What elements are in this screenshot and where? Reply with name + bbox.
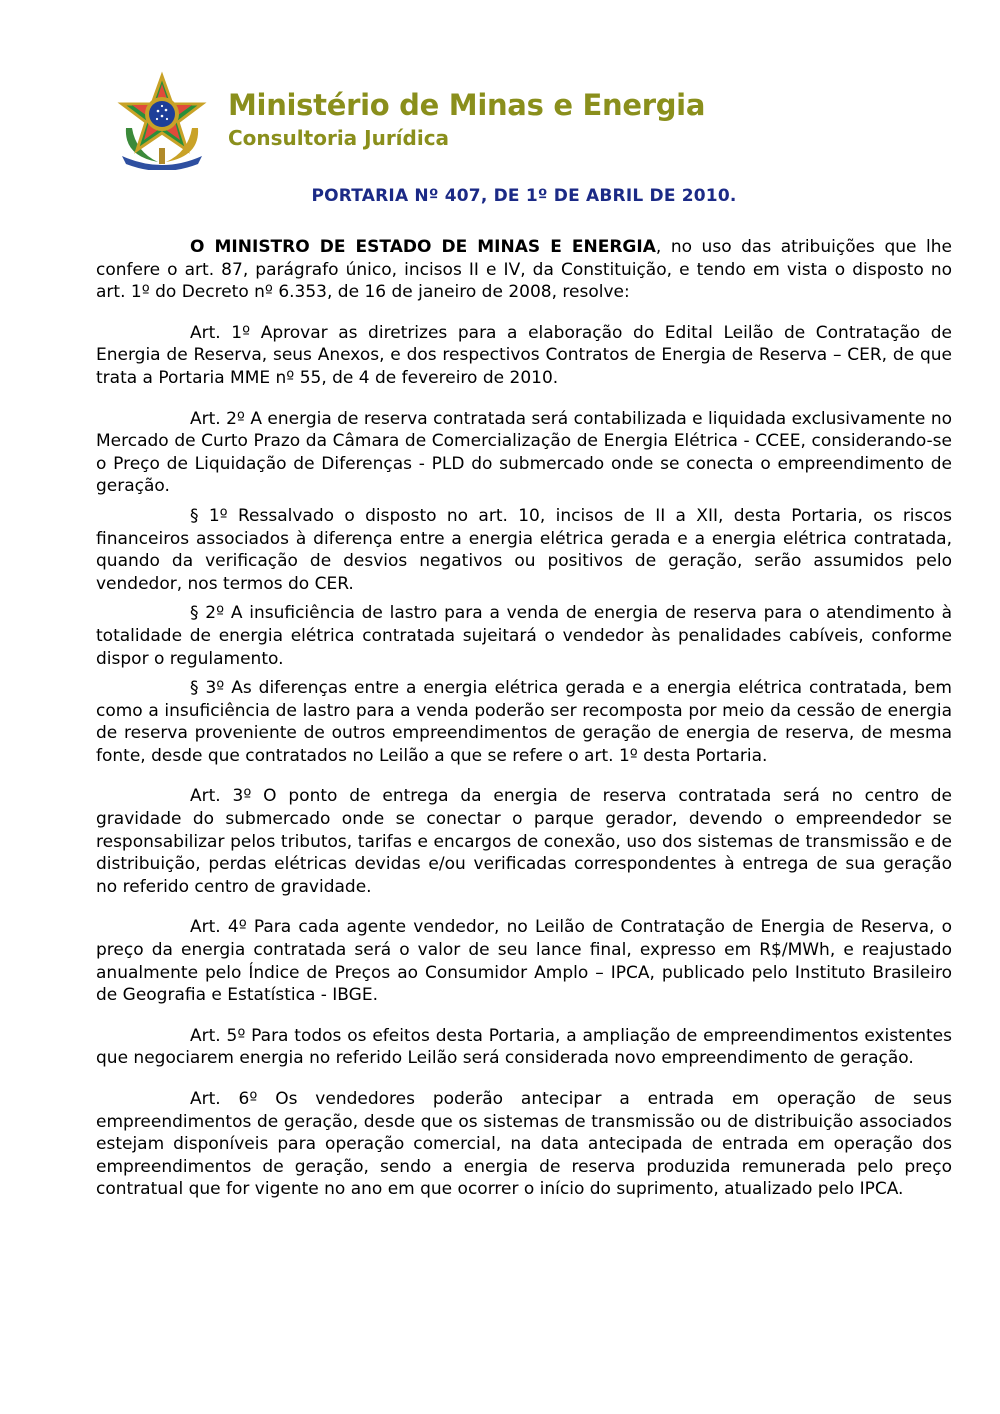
article-6: Art. 6º Os vendedores poderão antecipar a entrada em operação de seus empreendimentos de geração, desde que os sistemas de transmissão ou de distribuição associados estejam disponíveis para operação comercial, na data antecipada de entrada em operação dos empreendimentos de geração, sendo a energia de reserva produzida remunerada pelo preço contratual que for vigente no ano em que ocorrer o início do suprimento, atualizado pelo IPCA.: [96, 1089, 952, 1200]
article-5: Art. 5º Para todos os efeitos desta Portaria, a ampliação de empreendimentos existentes que negociarem energia no referido Leilão será considerada novo empreendimento de geração.: [96, 1025, 952, 1069]
preamble-authority: O MINISTRO DE ESTADO DE MINAS E ENERGIA: [190, 237, 656, 257]
article-2: Art. 2º A energia de reserva contratada será contabilizada e liquidada exclusivamente no Mercado de Curto Prazo da Câmara de Comercialização de Energia Elétrica - CCEE, considerando-se o Preço de Liquidação de Diferenças - PLD do submercado onde se conecta o empreendimento de geração.: [96, 408, 952, 497]
preamble-text: , no uso das atribuições que lhe confere o art. 87, parágrafo único, incisos II e IV, da Constituição, e tendo em vista o disposto no art. 1º do Decreto nº 6.353, de 16 de janeiro de 2008, resolve:: [96, 237, 952, 303]
document-title: PORTARIA Nº 407, DE 1º DE ABRIL DE 2010.: [311, 186, 737, 206]
article-2-paragraph-3: § 3º As diferenças entre a energia elétrica gerada e a energia elétrica contratada, bem como a insuficiência de lastro para a venda poderão ser recomposta por meio da cessão de energia de reserva proveniente de outros empreendimentos de geração de energia de reserva, de mesma fonte, desde que contratados no Leilão a que se refere o art. 1º desta Portaria.: [96, 678, 952, 766]
article-3: Art. 3º O ponto de entrega da energia de reserva contratada será no centro de gravidade do submercado onde se conectar o parque gerador, devendo o empreendedor se responsabilizar pelos tributos, tarifas e encargos de conexão, uso dos sistemas de transmissão e de distribuição, perdas elétricas devidas e/ou verificadas correspondentes à entrega de sua geração no referido centro de gravidade.: [96, 786, 952, 897]
ministry-name: Ministério de Minas e Energia: [228, 88, 706, 122]
document-body: [96, 236, 952, 1201]
article-4: Art. 4º Para cada agente vendedor, no Leilão de Contratação de Energia de Reserva, o preço da energia contratada será o valor de seu lance final, expresso em R$/MWh, e reajustado anualmente pelo Índice de Preços ao Consumidor Amplo – IPCA, publicado pelo Instituto Brasileiro de Geografia e Estatística - IBGE.: [96, 917, 952, 1006]
preamble: [96, 236, 952, 304]
article-1: Art. 1º Aprovar as diretrizes para a elaboração do Edital Leilão de Contratação de Energia de Reserva, seus Anexos, e dos respectivos Contratos de Energia de Reserva – CER, de que trata a Portaria MME nº 55, de 4 de fevereiro de 2010.: [96, 322, 952, 388]
page-header: [112, 70, 892, 170]
brazil-coat-of-arms-icon: [112, 70, 212, 170]
article-2-paragraph-1: § 1º Ressalvado o disposto no art. 10, incisos de II a XII, desta Portaria, os riscos financeiros associados à diferença entre a energia elétrica gerada e a energia elétrica contratada, quando da verificação de desvios negativos ou positivos de geração, serão assumidos pelo vendedor, nos termos do CER.: [96, 505, 952, 594]
article-2-paragraph-2: § 2º A insuficiência de lastro para a venda de energia de reserva para o atendimento à totalidade de energia elétrica contratada sujeitará o vendedor às penalidades cabíveis, conforme dispor o regulamento.: [96, 603, 952, 669]
department-name: Consultoria Jurídica: [228, 126, 450, 150]
